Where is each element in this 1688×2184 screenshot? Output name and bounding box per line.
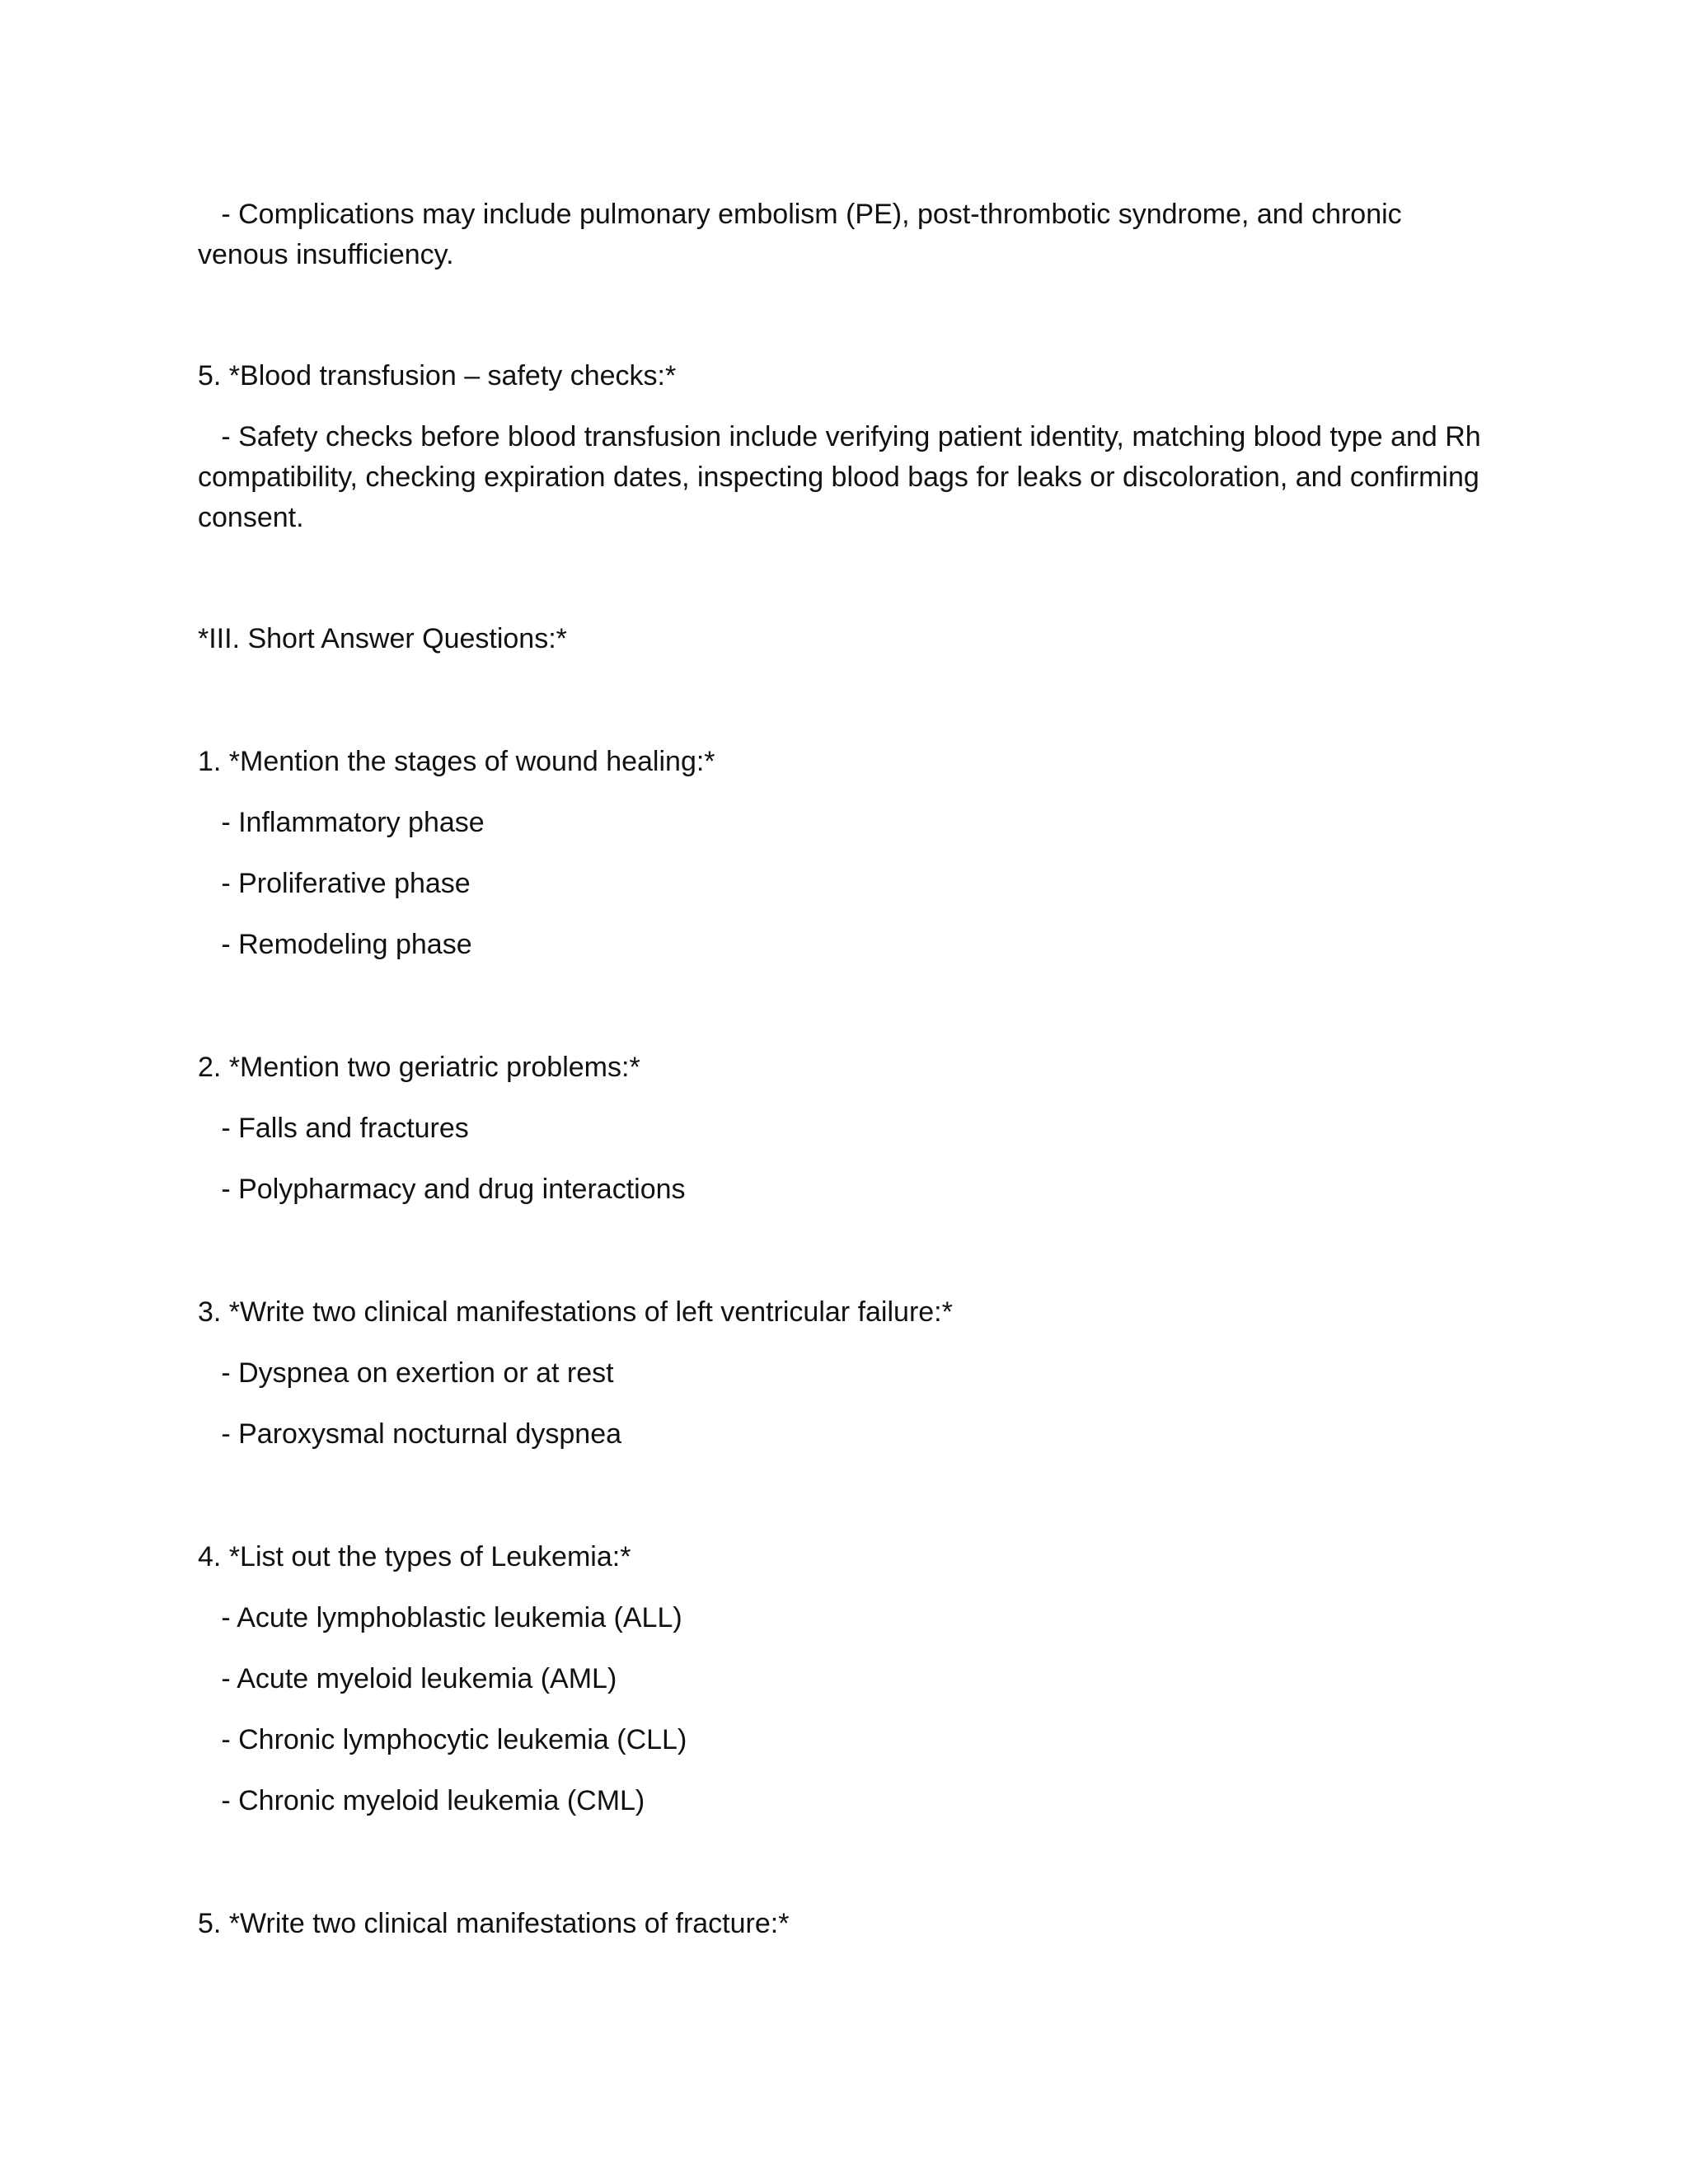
blood-transfusion-line-1: - Safety checks before blood transfusion include verifying patient identity, matching blood type and Rh — [198, 421, 1481, 452]
lvf-item: - Dyspnea on exertion or at rest — [198, 1357, 614, 1389]
fracture-heading: 5. *Write two clinical manifestations of fracture:* — [198, 1908, 790, 1939]
leukemia-item: - Chronic myeloid leukemia (CML) — [198, 1785, 645, 1816]
wound-healing-item: - Inflammatory phase — [198, 807, 485, 838]
geriatric-problems-heading: 2. *Mention two geriatric problems:* — [198, 1052, 640, 1083]
blood-transfusion-line-3: consent. — [198, 502, 304, 533]
lvf-heading: 3. *Write two clinical manifestations of left ventricular failure:* — [198, 1296, 953, 1328]
geriatric-problems-item: - Polypharmacy and drug interactions — [198, 1174, 686, 1205]
short-answer-section-heading: *III. Short Answer Questions:* — [198, 623, 567, 654]
leukemia-item: - Acute lymphoblastic leukemia (ALL) — [198, 1602, 682, 1633]
wound-healing-heading: 1. *Mention the stages of wound healing:* — [198, 746, 715, 777]
leukemia-item: - Acute myeloid leukemia (AML) — [198, 1663, 617, 1694]
leukemia-heading: 4. *List out the types of Leukemia:* — [198, 1541, 631, 1572]
geriatric-problems-item: - Falls and fractures — [198, 1113, 469, 1144]
blood-transfusion-line-2: compatibility, checking expiration dates, inspecting blood bags for leaks or discoloration, and confirming — [198, 462, 1479, 493]
wound-healing-item: - Proliferative phase — [198, 868, 471, 899]
blood-transfusion-heading: 5. *Blood transfusion – safety checks:* — [198, 360, 677, 391]
complications-line-1: - Complications may include pulmonary embolism (PE), post-thrombotic syndrome, and chronic — [198, 199, 1402, 230]
wound-healing-item: - Remodeling phase — [198, 929, 472, 960]
lvf-item: - Paroxysmal nocturnal dyspnea — [198, 1418, 622, 1450]
complications-line-2: venous insufficiency. — [198, 239, 454, 270]
leukemia-item: - Chronic lymphocytic leukemia (CLL) — [198, 1724, 687, 1755]
